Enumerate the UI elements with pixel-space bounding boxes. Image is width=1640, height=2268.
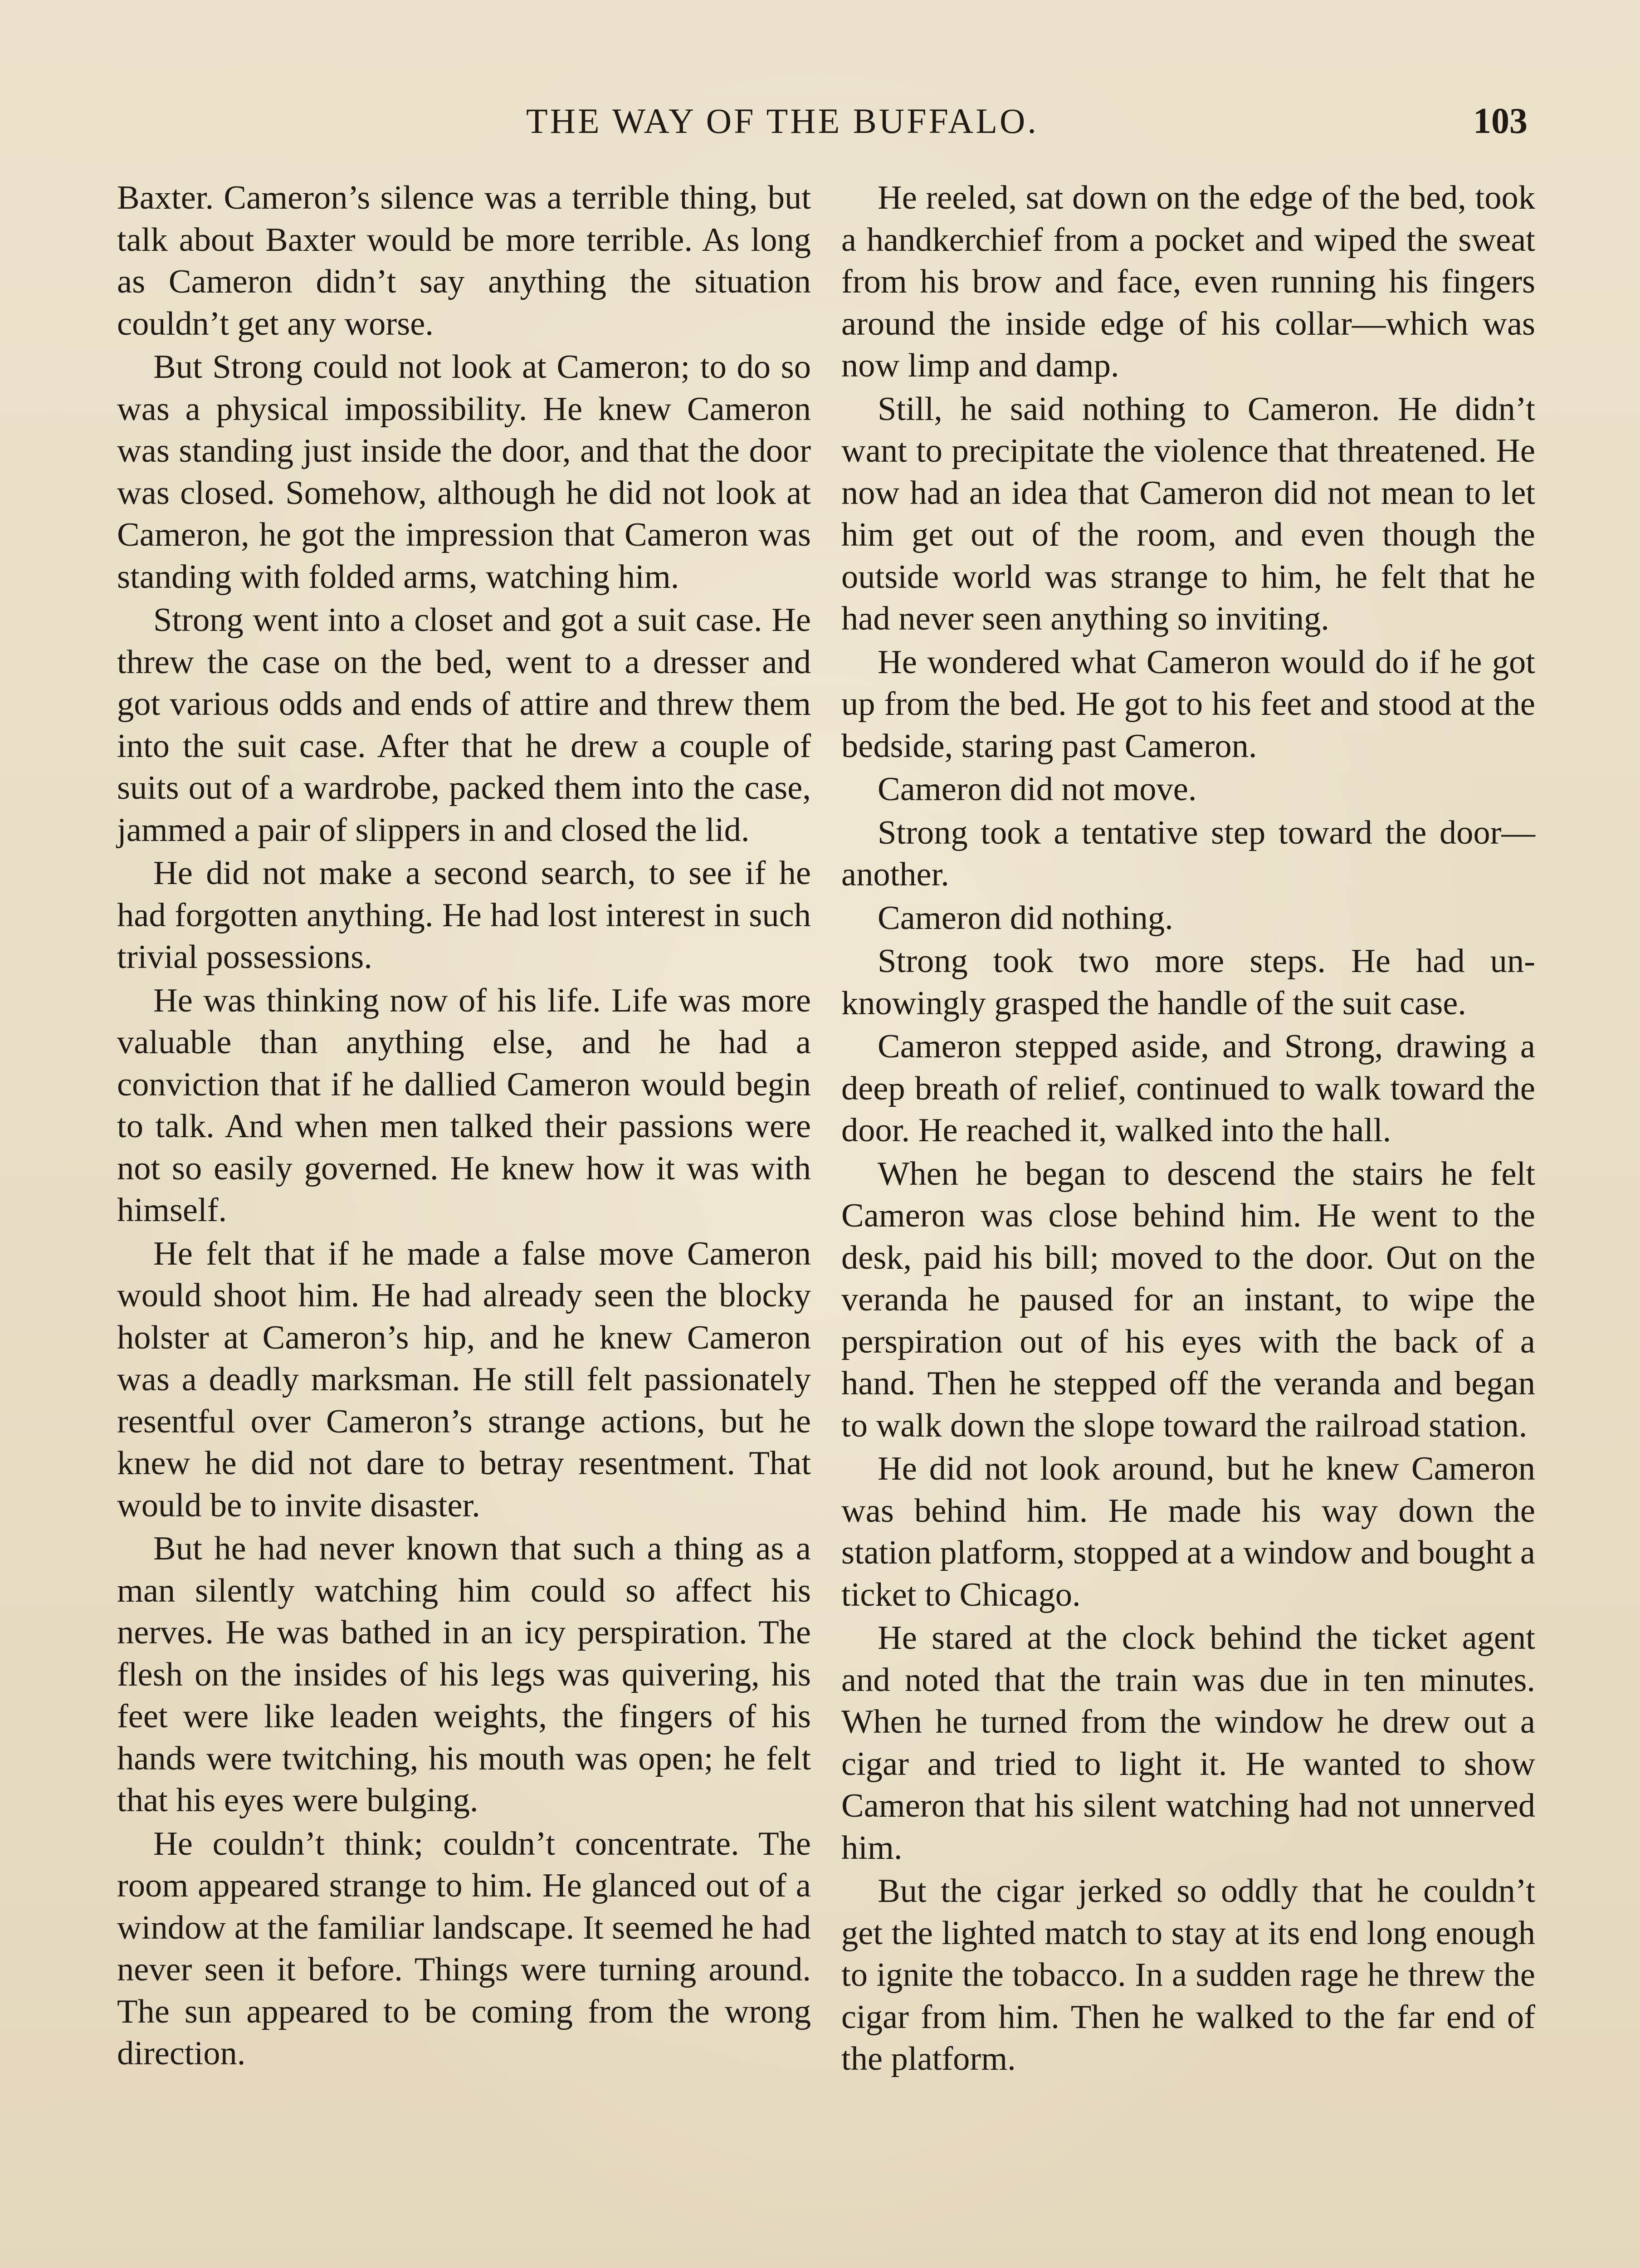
paragraph: Cameron did nothing.	[878, 899, 1173, 937]
paragraph: He did not look around, but he knew Cameron was behind him. He made his way down the station platform, stopped at a window and bought a ticket to Chicago.	[841, 1450, 1535, 1613]
paragraph: But he had never known that such a thing as a man silently watching him could so affect his nerves. He was bathed in an icy perspiration. The flesh on the insides of his legs was quivering, his feet were like leaden weights, the fingers of his hands were twitching, his mouth was open; he felt that his eyes were bulging.	[117, 1530, 811, 1819]
paragraph: He couldn’t think; couldn’t concentrate. The room appeared strange to him. He glanced out of a window at the familiar landscape. It seemed he had never seen it before. Things were turning around. The sun appeared to be coming from the wrong direction.	[117, 1825, 811, 2072]
paragraph: Strong took a tentative step toward the door—another.	[841, 814, 1535, 893]
left-column	[117, 177, 811, 2076]
paragraph: He stared at the clock behind the ticket agent and noted that the train was due in ten minutes. When he turned from the window he drew out a cigar and tried to light it. He wanted to show Cameron that his silent watching had not unnerved him.	[841, 1619, 1535, 1867]
paragraph: He was thinking now of his life. Life was more valuable than anything else, and he had a conviction that if he dallied Cameron would begin to talk. And when men talked their passions were not so easily governed. He knew how it was with himself.	[117, 982, 811, 1229]
paragraph: Cameron did not move.	[878, 771, 1197, 808]
page-number: 103	[1473, 101, 1528, 141]
paragraph: Cameron stepped aside, and Strong, drawing a deep breath of relief, continued to walk toward the door. He reached it, walked into the hall.	[841, 1028, 1535, 1149]
running-header	[0, 101, 1640, 151]
paragraph: Baxter. Cameron’s silence was a terrible thing, but talk about Baxter would be more terrible. As long as Cameron didn’t say anything the situation couldn’t get any worse.	[117, 179, 811, 342]
paragraph: Strong went into a closet and got a suit case. He threw the case on the bed, went to a dresser and got various odds and ends of attire and threw them into the suit case. After that he drew a couple of suits out of a wardrobe, packed them into the case, jammed a pair of slippers in and closed the lid.	[117, 601, 811, 849]
paragraph: But Strong could not look at Cameron; to do so was a physical impossibility. He knew Cameron was standing just inside the door, and that the door was closed. Somehow, although he did not look at Cameron, he got the impression that Cameron was standing with folded arms, watching him.	[117, 348, 811, 596]
paragraph: He reeled, sat down on the edge of the bed, took a handkerchief from a pocket and wiped the sweat from his brow and face, even running his fingers around the inside edge of his collar—which was now limp and damp.	[841, 179, 1535, 384]
paragraph: He wondered what Cameron would do if he got up from the bed. He got to his feet and stood at the bedside, staring past Cameron.	[841, 643, 1535, 765]
paragraph: He did not make a second search, to see if he had forgotten anything. He had lost interest in such trivial possessions.	[117, 855, 811, 976]
paragraph: He felt that if he made a false move Cameron would shoot him. He had already seen the blocky holster at Cameron’s hip, and he knew Cameron was a deadly marksman. He still felt passionately resentful over Cameron’s strange actions, but he knew he did not dare to betray resentment. That would be to invite disaster.	[117, 1235, 811, 1524]
paragraph: Strong took two more steps. He had unknowingly grasped the handle of the suit case.	[841, 943, 1535, 1022]
running-title: THE WAY OF THE BUFFALO.	[526, 101, 1039, 141]
paragraph: When he began to descend the stairs he felt Cameron was close behind him. He went to the desk, paid his bill; moved to the door. Out on the veranda he paused for an instant, to wipe the perspiration out of his eyes with the back of a hand. Then he stepped off the veranda and began to walk down the slope toward the railroad station.	[841, 1155, 1535, 1444]
paragraph: But the cigar jerked so oddly that he couldn’t get the lighted match to stay at its end long enough to ignite the tobacco. In a sudden rage he threw the cigar from him. Then he walked to the far end of the platform.	[841, 1872, 1535, 2077]
right-column	[841, 177, 1535, 2082]
paragraph: Still, he said nothing to Cameron. He didn’t want to precipitate the violence that threatened. He now had an idea that Cameron did not mean to let him get out of the room, and even though the outside world was strange to him, he felt that he had never seen anything so inviting.	[841, 390, 1535, 637]
